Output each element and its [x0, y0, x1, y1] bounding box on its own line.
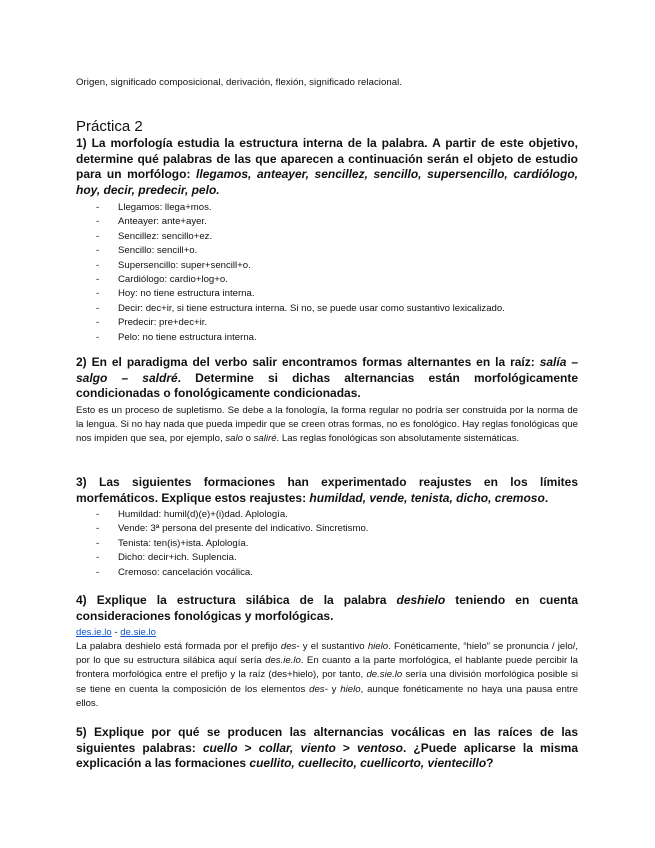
question-4-text: 4) Explique la estructura silábica de la palabra deshielo teniendo en cuenta consideraciones fonológicas y morfológicas.: [76, 593, 578, 623]
list-item: - Llegamos: llega+mos.: [76, 201, 578, 215]
list-item: - Cremoso: cancelación vocálica.: [76, 566, 578, 580]
question-5: [76, 725, 578, 772]
list-item: - Hoy: no tiene estructura interna.: [76, 287, 578, 301]
syllable-links: des.ie.lo - de.sie.lo: [76, 627, 156, 638]
question-4: [76, 593, 578, 711]
question-3: [76, 475, 578, 580]
question-3-text: 3) Las siguientes formaciones han experimentado reajustes en los límites morfemáticos. Explique estos reajustes: humildad, vende, tenista, dicho, cremoso.: [76, 475, 578, 505]
list-item: - Vende: 3ª persona del presente del indicativo. Sincretismo.: [76, 522, 578, 536]
question-2: [76, 355, 578, 446]
list-item: - Pelo: no tiene estructura interna.: [76, 331, 578, 345]
question-5-text: 5) Explique por qué se producen las alternancias vocálicas en las raíces de las siguientes palabras: cuello > collar, viento > ventoso. ¿Puede aplicarse la misma explicación a las formaciones cuellito, cuellecito, cuellicorto, vientecillo?: [76, 725, 579, 770]
list-item: - Cardiólogo: cardio+log+o.: [76, 273, 578, 287]
list-item: - Predecir: pre+dec+ir.: [76, 316, 578, 330]
list-item: - Sencillez: sencillo+ez.: [76, 230, 578, 244]
list-item: - Supersencillo: super+sencill+o.: [76, 259, 578, 273]
syllable-link-1[interactable]: des.ie.lo: [76, 627, 112, 638]
question-1-list: [76, 201, 578, 345]
intro-line: Origen, significado composicional, derivación, flexión, significado relacional.: [76, 77, 403, 88]
list-item: - Tenista: ten(is)+ista. Aplología.: [76, 537, 578, 551]
page-title: Práctica 2: [76, 118, 143, 135]
list-item: - Decir: dec+ir, si tiene estructura interna. Si no, se puede usar como sustantivo lexicalizado.: [76, 302, 578, 316]
question-2-text: 2) En el paradigma del verbo salir encontramos formas alternantes en la raíz: salía – salgo – saldré. Determine si dichas alternancias están morfológicamente condicionadas o fonológicamente condicionadas.: [76, 355, 578, 400]
list-item: - Sencillo: sencill+o.: [76, 244, 578, 258]
list-item: - Anteayer: ante+ayer.: [76, 215, 578, 229]
syllable-link-2[interactable]: de.sie.lo: [120, 627, 156, 638]
question-1: [76, 136, 578, 345]
list-item: - Humildad: humil(d)(e)+(i)dad. Aplología.: [76, 508, 578, 522]
question-2-answer: Esto es un proceso de supletismo. Se debe a la fonología, la forma regular no podría ser construida por la norma de la lengua. Si no hay nada que pueda impedir que se creen otras formas, no es fonológico. Hay reglas fonológicas que nos impiden que sea, por ejemplo, salo o saliré. Las reglas fonológicas son absolutamente sistemáticas.: [76, 404, 578, 444]
question-1-text: 1) La morfología estudia la estructura interna de la palabra. A partir de este objetivo, determine qué palabras de las que aparecen a continuación serán el objeto de estudio para un morfólogo: llegamos, anteayer, sencillez, sencillo, supersencillo, cardiólogo, hoy, decir, predecir, pelo.: [76, 136, 578, 197]
question-3-list: [76, 508, 578, 580]
question-4-answer: La palabra deshielo está formada por el prefijo des- y el sustantivo hielo. Fonéticamente, “hielo” se pronuncia / jelo/, por lo que su estructura silábica aquí sería des.ie.lo. En cuanto a la parte morfológica, el hablante puede percibir la frontera morfológica entre el prefijo y la raíz (des+hielo), por tanto, de.sie.lo sería una división morfológica posible si se tiene en cuenta la composición de los elementos des- y hielo, aunque fonéticamente no haya una pausa entre ellos.: [76, 641, 579, 709]
list-item: - Dicho: decir+ich. Suplencia.: [76, 551, 578, 565]
